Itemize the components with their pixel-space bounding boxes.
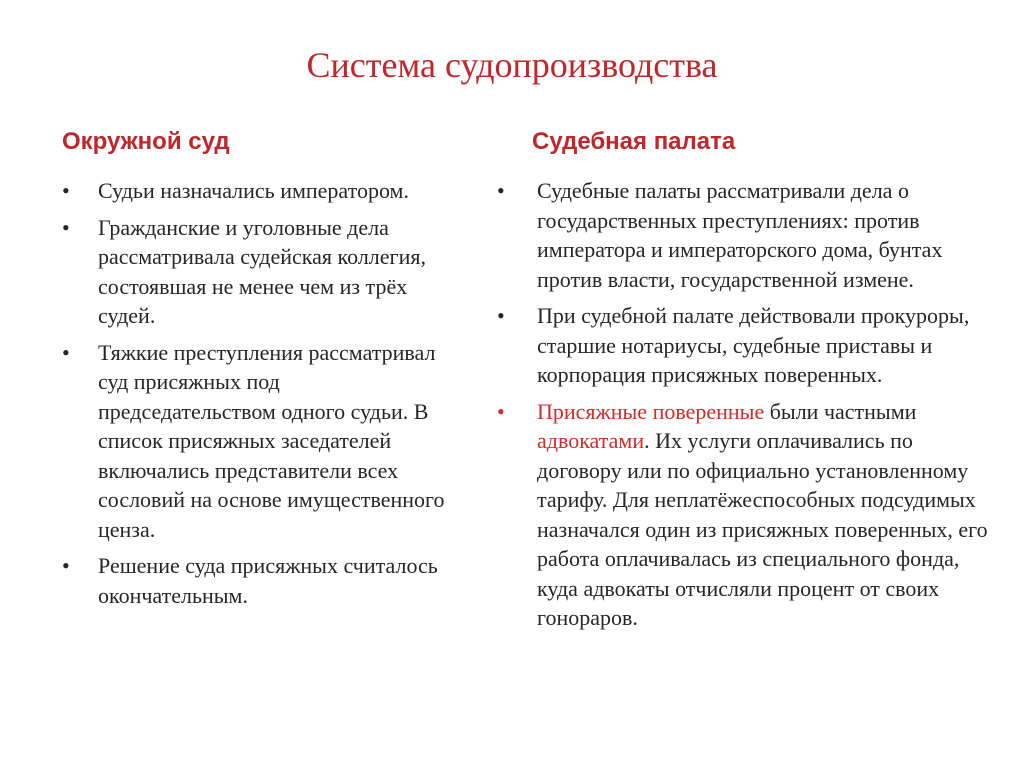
list-item <box>62 213 462 331</box>
left-column <box>62 126 462 617</box>
bullet-icon: • <box>497 398 505 424</box>
list-item-text: Судебные палаты рассматривали дела о государственных преступлениях: против императора и императорского дома, бунтах против власти, государственной измене. <box>537 178 943 292</box>
left-column-heading: Окружной суд <box>62 128 230 155</box>
list-item-text-fragment: . Их услуги оплачивались по договору или по официально установленному тарифу. Для неплатёжеспособных подсудимых назначался один из присяжных поверенных, его работа оплачивалась из специального фонда, куда адвокаты отчисляли процент от своих гонораров. <box>537 428 988 631</box>
list-item-text: Судьи назначались императором. <box>98 178 409 204</box>
slide-title: Система судопроизводства <box>306 45 718 85</box>
bullet-icon: • <box>62 214 70 240</box>
list-item <box>62 551 462 610</box>
list-item-text: Тяжкие преступления рассматривал суд присяжных под председательством одного судьи. В список присяжных заседателей включались представители всех сословий на основе имущественного ценза. <box>98 339 445 542</box>
list-item <box>497 301 997 390</box>
bullet-icon: • <box>62 339 70 365</box>
list-item-text <box>537 399 988 631</box>
list-item <box>497 397 997 633</box>
right-column <box>497 126 997 640</box>
list-item-text-fragment: были частными <box>764 398 917 424</box>
bullet-icon: • <box>62 178 70 204</box>
bullet-icon: • <box>497 178 505 204</box>
right-bullet-list <box>497 176 997 633</box>
list-item-text: Решение суда присяжных считалось окончательным. <box>98 553 438 608</box>
highlight-term-advocates: адвокатами <box>537 428 645 454</box>
left-bullet-list <box>62 176 462 610</box>
list-item-text: При судебной палате действовали прокуроры, старшие нотариусы, судебные приставы и корпорация присяжных поверенных. <box>537 303 970 388</box>
list-item <box>497 176 997 294</box>
right-column-heading: Судебная палата <box>532 128 736 155</box>
highlight-term-attorneys: Присяжные поверенные <box>537 398 765 424</box>
list-item-text: Гражданские и уголовные дела рассматривала судейская коллегия, состоявшая не менее чем из трёх судей. <box>98 214 426 329</box>
bullet-icon: • <box>62 553 70 579</box>
list-item <box>62 338 462 545</box>
list-item <box>62 176 462 206</box>
bullet-icon: • <box>497 303 505 329</box>
